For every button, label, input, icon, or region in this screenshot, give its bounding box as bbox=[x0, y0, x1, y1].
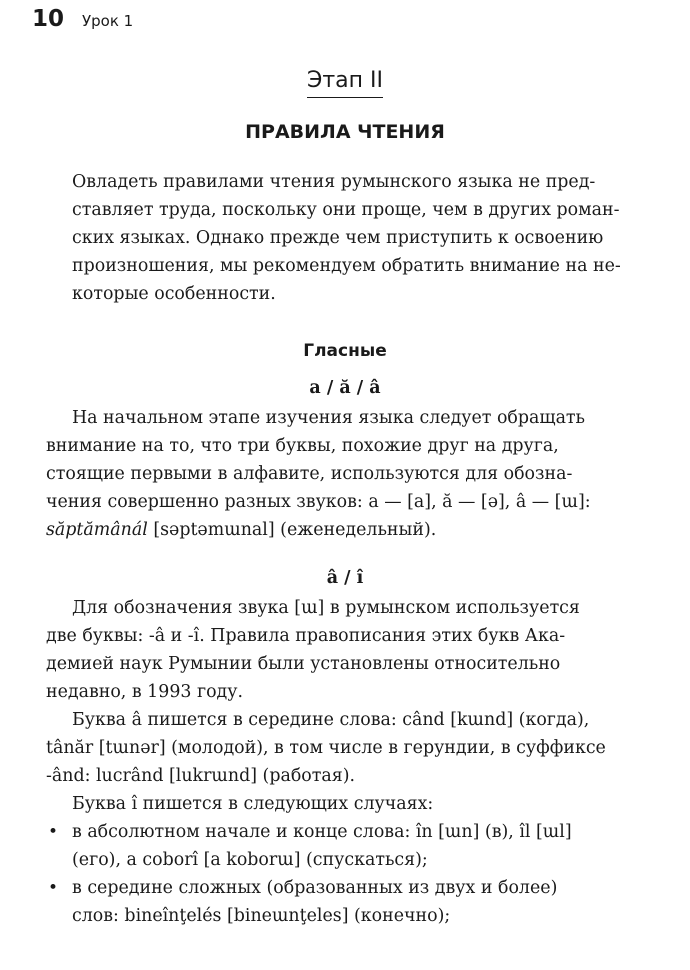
bullet-icon: • bbox=[48, 822, 59, 842]
page-number: 10 bbox=[32, 6, 65, 32]
example-word: săptămânál bbox=[46, 520, 148, 540]
vowels-heading: Гласные bbox=[303, 341, 387, 361]
running-header bbox=[32, 6, 133, 32]
example-line bbox=[46, 516, 616, 544]
paragraph-line: недавно, в 1993 году. bbox=[46, 682, 244, 702]
intro-line: произношения, мы рекомендуем обратить внимание на не- bbox=[72, 256, 621, 276]
list-item bbox=[46, 874, 616, 930]
paragraph-line: внимание на то, что три буквы, похожие друг на друга, bbox=[46, 436, 559, 456]
stage-title bbox=[0, 68, 690, 98]
paragraph-line: демией наук Румынии были установлены относительно bbox=[46, 654, 561, 674]
intro-line: которые особенности. bbox=[72, 284, 276, 304]
paragraph-line: На начальном этапе изучения языка следует обращать bbox=[72, 408, 586, 428]
vowel-paragraph-2 bbox=[46, 594, 616, 818]
bullet-line: в абсолютном начале и конце слова: în [ɯn] (в), îl [ɯl] bbox=[72, 822, 572, 842]
paragraph-line: стоящие первыми в алфавите, используются для обозна- bbox=[46, 464, 573, 484]
paragraph-line: tânăr [tɯnər] (молодой), в том числе в герундии, в суффиксе bbox=[46, 738, 606, 758]
stage-title-text: Этап II bbox=[307, 68, 383, 98]
bullet-list bbox=[46, 818, 616, 930]
intro-line: Овладеть правилами чтения румынского языка не пред- bbox=[72, 172, 596, 192]
paragraph-line: чения совершенно разных звуков: a — [a], ă — [ə], â — [ɯ]: bbox=[46, 492, 591, 512]
paragraph-line: две буквы: -â и -î. Правила правописания этих букв Ака- bbox=[46, 626, 566, 646]
paragraph-line: Буква î пишется в следующих случаях: bbox=[72, 794, 434, 814]
intro-paragraph bbox=[46, 168, 621, 308]
intro-line: ских языках. Однако прежде чем приступить к освоению bbox=[72, 228, 604, 248]
paragraph-line: -ând: lucrând [lukrɯnd] (работая). bbox=[46, 766, 356, 786]
example-translation: (еженедельный). bbox=[280, 520, 437, 540]
intro-line: ставляет труда, поскольку они проще, чем в других роман- bbox=[72, 200, 620, 220]
letters-heading-a: a / ă / â bbox=[309, 378, 381, 398]
example-transcription: [səptəmɯnal] bbox=[153, 520, 275, 540]
vowel-paragraph-1 bbox=[46, 404, 616, 544]
paragraph-line: Буква â пишется в середине слова: când [kɯnd] (когда), bbox=[72, 710, 590, 730]
bullet-icon: • bbox=[48, 878, 59, 898]
letters-heading-i: â / î bbox=[326, 568, 364, 588]
bullet-line: в середине сложных (образованных из двух и более) bbox=[72, 878, 558, 898]
lesson-label: Урок 1 bbox=[82, 12, 134, 30]
section-title: ПРАВИЛА ЧТЕНИЯ bbox=[245, 121, 445, 143]
bullet-line: (его), a coborî [a koborɯ] (спускаться); bbox=[72, 850, 428, 870]
list-item bbox=[46, 818, 616, 874]
paragraph-line: Для обозначения звука [ɯ] в румынском используется bbox=[72, 598, 580, 618]
bullet-line: слов: bineînţelés [bineɯnţeles] (конечно); bbox=[72, 906, 451, 926]
